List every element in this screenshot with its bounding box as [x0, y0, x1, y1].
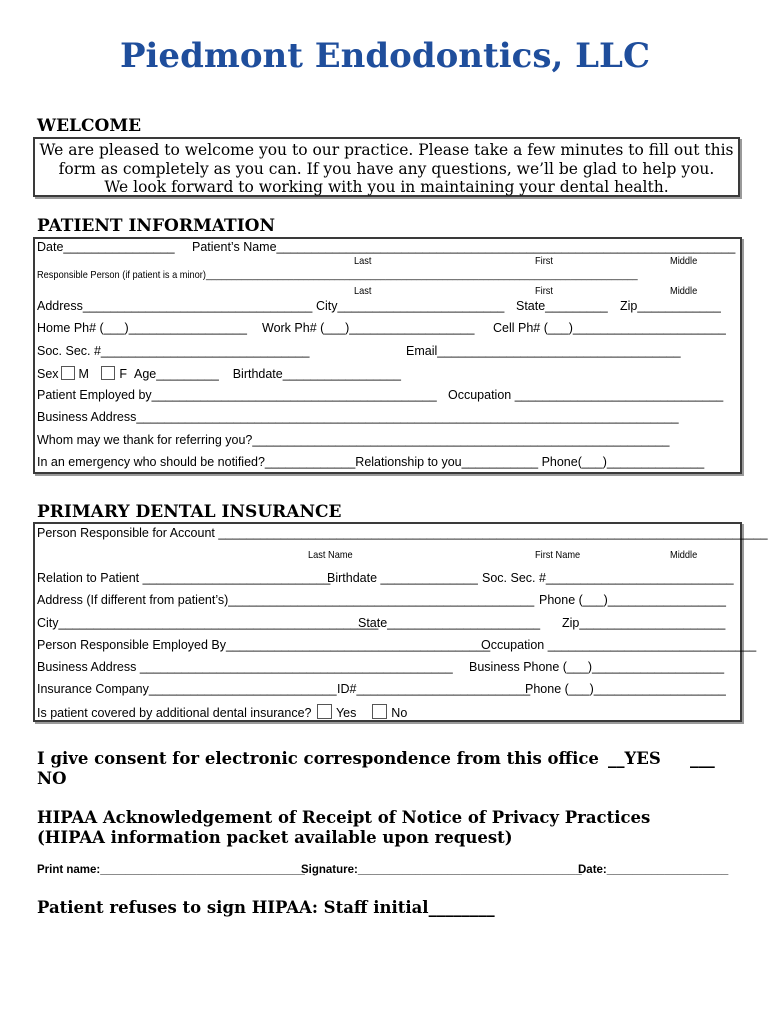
referral-field[interactable]: Whom may we thank for referring you?____________________________________________________________ — [37, 433, 670, 447]
sex-m-label: M — [78, 367, 89, 381]
additional-no-label: No — [391, 706, 408, 720]
insured-state-field[interactable]: State______________________ — [358, 616, 541, 630]
welcome-box — [33, 137, 740, 197]
welcome-line-1: We are pleased to welcome you to our practice. Please take a few minutes to fill out this — [39, 141, 734, 159]
insurance-id-field[interactable]: ID#_________________________ — [337, 682, 531, 696]
insured-business-address-field[interactable]: Business Address _____________________________________________ — [37, 660, 453, 674]
welcome-text — [35, 141, 738, 197]
birthdate-field[interactable]: Birthdate_________________ — [232, 367, 401, 381]
address-field[interactable]: Address_________________________________ — [37, 299, 313, 313]
additional-insurance-question: Is patient covered by additional dental insurance? — [37, 706, 312, 720]
email-field[interactable]: Email___________________________________ — [406, 344, 681, 358]
insured-employer-field[interactable]: Person Responsible Employed By______________________________________ — [37, 638, 491, 652]
sex-row — [37, 366, 401, 381]
insured-city-field[interactable]: City______________________________________________ — [37, 616, 379, 630]
sex-label: Sex — [37, 367, 59, 381]
insured-business-phone-field[interactable]: Business Phone (___)___________________ — [469, 660, 725, 674]
insured-ssn-field[interactable]: Soc. Sec. #___________________________ — [482, 571, 734, 585]
insured-zip-field[interactable]: Zip_____________________ — [562, 616, 726, 630]
additional-yes-checkbox[interactable] — [317, 704, 332, 719]
insurance-heading: PRIMARY DENTAL INSURANCE — [37, 502, 342, 522]
responsible-person-field[interactable]: Responsible Person (if patient is a minor)____________________________________________________________________________________ — [37, 269, 638, 281]
name-sublabel-middle: Middle — [670, 255, 698, 267]
welcome-line-2: form as completely as you can. If you have any questions, we’ll be glad to help you. — [58, 159, 715, 178]
additional-insurance-row — [37, 704, 407, 720]
welcome-heading: WELCOME — [37, 116, 142, 136]
business-address-field[interactable]: Business Address______________________________________________________________________________ — [37, 410, 679, 424]
additional-no-checkbox[interactable] — [372, 704, 387, 719]
page-title: Piedmont Endodontics, LLC — [119, 36, 651, 76]
cell-phone-field[interactable]: Cell Ph# (___)______________________ — [493, 321, 726, 335]
consent-text: I give consent for electronic correspondence from this office — [37, 749, 599, 768]
relation-field[interactable]: Relation to Patient ___________________________ — [37, 571, 331, 585]
patient-heading: PATIENT INFORMATION — [37, 216, 275, 236]
hipaa-date-field[interactable]: Date:___________________ — [578, 864, 729, 876]
zip-field[interactable]: Zip____________ — [620, 299, 721, 313]
insured-address-field[interactable]: Address (If different from patient’s)____________________________________________ — [37, 593, 535, 607]
patient-name-field[interactable]: Patient’s Name__________________________________________________________________ — [192, 240, 736, 254]
sex-m-checkbox[interactable] — [61, 366, 75, 380]
date-field[interactable]: Date________________ — [37, 240, 175, 254]
staff-initial-field[interactable]: Patient refuses to sign HIPAA: Staff initial________ — [37, 898, 495, 917]
responsible-account-field[interactable]: Person Responsible for Account _______________________________________________________________________________ — [37, 526, 768, 540]
work-phone-field[interactable]: Work Ph# (___)__________________ — [262, 321, 475, 335]
home-phone-field[interactable]: Home Ph# (___)_________________ — [37, 321, 247, 335]
emergency-contact-field[interactable]: In an emergency who should be notified?_____________Relationship to you___________ Phone(___)______________ — [37, 455, 705, 469]
consent-no-blank[interactable]: ___ — [690, 749, 715, 768]
print-name-field[interactable]: Print name:________________________________ — [37, 864, 305, 876]
welcome-line-3: We look forward to working with you in maintaining your dental health. — [104, 178, 669, 196]
name-sublabel-last: Last — [354, 255, 372, 267]
insured-phone-field[interactable]: Phone (___)_________________ — [539, 593, 726, 607]
account-sublabel-first: First Name — [535, 549, 581, 561]
state-field[interactable]: State_________ — [516, 299, 608, 313]
additional-yes-label: Yes — [335, 706, 357, 720]
city-field[interactable]: City________________________ — [316, 299, 505, 313]
age-field[interactable]: Age_________ — [133, 367, 219, 381]
hipaa-subheading: (HIPAA information packet available upon request) — [37, 828, 513, 847]
responsible-sublabel-last: Last — [354, 285, 372, 297]
consent-no-option[interactable]: NO — [37, 769, 67, 788]
occupation-field[interactable]: Occupation ______________________________ — [448, 388, 724, 402]
account-sublabel-last: Last Name — [308, 549, 353, 561]
sex-f-checkbox[interactable] — [101, 366, 115, 380]
responsible-sublabel-middle: Middle — [670, 285, 698, 297]
hipaa-heading: HIPAA Acknowledgement of Receipt of Notice of Privacy Practices — [37, 808, 651, 827]
employer-field[interactable]: Patient Employed by_________________________________________ — [37, 388, 437, 402]
name-sublabel-first: First — [535, 255, 553, 267]
ssn-field[interactable]: Soc. Sec. #______________________________ — [37, 344, 310, 358]
account-sublabel-middle: Middle — [670, 549, 698, 561]
sex-f-label: F — [119, 367, 128, 381]
responsible-sublabel-first: First — [535, 285, 553, 297]
insured-occupation-field[interactable]: Occupation ______________________________ — [481, 638, 757, 652]
signature-field[interactable]: Signature:___________________________________ — [301, 864, 582, 876]
insured-birthdate-field[interactable]: Birthdate ______________ — [327, 571, 478, 585]
consent-yes-option[interactable]: __YES — [608, 749, 661, 768]
insurance-phone-field[interactable]: Phone (___)___________________ — [525, 682, 726, 696]
insurance-company-field[interactable]: Insurance Company___________________________ — [37, 682, 337, 696]
